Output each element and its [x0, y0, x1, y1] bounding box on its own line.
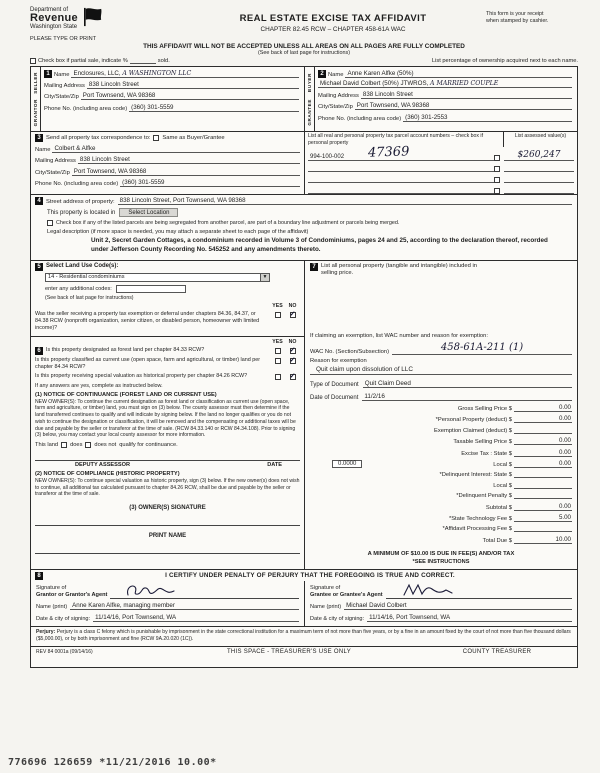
delinquent-interest-local-field[interactable] [514, 482, 572, 489]
document-date-field[interactable]: 11/2/16 [362, 393, 572, 401]
see-instructions-note: *SEE INSTRUCTIONS [412, 558, 470, 565]
grantee-signature-block: Signature of Grantee or Grantee's Agent Name (print) Michael David Colbert Date & city of signing: 11/14/16, Port Townsend, WA [304, 581, 577, 626]
delinquent-penalty-field[interactable] [514, 492, 572, 499]
print-name-line[interactable] [35, 545, 300, 554]
section-7-badge: 7 [310, 263, 318, 271]
buyer-name2-field[interactable]: Michael David Colbert (50%) JTWROS, A MARRIED COUPLE [318, 80, 572, 88]
document-type-field[interactable]: Quit Claim Deed [363, 380, 572, 388]
grantor-signature-line[interactable] [110, 583, 299, 599]
does-not-checkbox[interactable] [85, 442, 91, 448]
owners-signature-line[interactable] [35, 517, 300, 526]
seller-name-field[interactable]: Enclosures, LLC, A WASHINGTON LLC [71, 70, 299, 78]
county-treasurer-label: COUNTY TREASURER [462, 648, 532, 655]
exemption-claimed-field[interactable] [514, 427, 572, 434]
form-body [30, 66, 578, 668]
local-rate-box[interactable]: 0.0000 [332, 460, 362, 468]
segregated-checkbox[interactable] [47, 220, 53, 226]
exemption-reason-field[interactable]: Quit claim upon dissolution of LLC [310, 366, 572, 375]
exemption-intro: If claiming an exemption, list WAC number and reason for exemption: [310, 332, 488, 339]
s5-yes-checkbox[interactable] [275, 312, 281, 318]
section-6-badge: 6 [35, 347, 43, 355]
current-use-no-checkbox[interactable]: ✓ [289, 356, 296, 364]
receipt-note: This form is your receipt when stamped by cashier. [486, 11, 549, 25]
cashier-stamp: 776696 126659 *11/21/2016 10.00* [8, 757, 217, 768]
assessed-value-field-4[interactable] [504, 193, 574, 194]
grantor-signature-ink [124, 582, 194, 598]
street-address-field[interactable]: 838 Lincoln Street, Port Townsend, WA 98368 [118, 197, 572, 205]
section-2-badge: 2 [318, 70, 326, 78]
property-section: 4 Street address of property: 838 Lincoln Street, Port Townsend, WA 98368 This property is located in Select Location Check box if any of the listed parcels are being segregated from another parcel, are part of a boundary line adjustment or parcels being merged. Legal description (if more space is needed, you may attach a separate sheet to each page of the affidavit) Unit 2, Secret Garden Cottages, a condominium recorded in Volume 3 of Condominiums, pages 24 and 25, according to the declaration thereof, recorded under Jefferson County Recording No. 545252 and any amendments thereto. [31, 194, 577, 260]
correspondence-csz-field[interactable]: Port Townsend, WA 98368 [72, 168, 300, 176]
section-4-badge: 4 [35, 197, 43, 205]
parcel-number-field-4[interactable] [308, 193, 494, 194]
grantor-signature-block: Signature of Grantor or Grantor's Agent Name (print) Anne Karen Alfke, managing member Date & city of signing: 11/14/16, Port Townsend, WA [31, 581, 304, 626]
additional-codes-field[interactable] [116, 285, 186, 293]
notice-continuance-title: (1) NOTICE OF CONTINUANCE (FOREST LAND OR CURRENT USE) [35, 391, 217, 398]
legal-description-label: Legal description (if more space is needed, you may attach a separate sheet to each page of the affidavit) [47, 229, 309, 235]
buyer-csz-field[interactable]: Port Townsend, WA 98368 [355, 102, 572, 110]
tax-computation-section: 7 List all personal property (tangible and intangible) included in selling price. If claiming an exemption, list WAC number and reason for exemption: WAC No. (Section/Subsection) 458-61A-211 (1) Reason for exemption Quit claim upon dissolution of LLC Type of Document Quit Claim Deed Date of Document 11/2/16 Gross Selling Price $ 0.00 *Personal Property (deduct) $ 0.00 Exemption Claimed (deduct) $ Taxable Selling Price $ 0.00 Excise Tax : State $ 0.00 0.0000 Local $ 0.00 *Delinquent Interest: State $ Local $ *Delinquent Penalty $ Subtotal $ 0.00 *State Technology Fee $ 5.00 *Affidavit Processing Fee $ Total Due $ 10.00 A MINIMUM OF $10.00 IS DUE IN FEE(S) AND/OR TAX *SEE INSTRUCTIONS [304, 261, 577, 569]
agency-block [30, 7, 180, 42]
parcel-handwritten: 47369 [367, 144, 410, 161]
current-use-yes-checkbox[interactable] [275, 358, 281, 364]
location-select[interactable]: Select Location [119, 208, 178, 217]
seller-name-handwritten: A WASHINGTON LLC [122, 70, 192, 77]
certification-section [31, 569, 577, 626]
state-technology-fee-field[interactable]: 5.00 [514, 514, 572, 522]
wac-number-field[interactable]: 458-61A-211 (1) [392, 343, 572, 355]
buyer-name-field[interactable]: Anne Karen Alfke (50%) [345, 70, 572, 78]
s5-no-checkbox[interactable]: ✓ [289, 310, 296, 318]
tax-correspondence-section: 3 Send all property tax correspondence to: Same as Buyer/Grantee Name Colbert & Alfke Mailing Address 838 Lincoln Street City/State/Zip Port Townsend, WA 98368 Phone No. (including area code) (360) 301-5559 [31, 132, 304, 194]
assessed-value-field[interactable]: $260,247 [504, 150, 574, 161]
personal-property-label: List all personal property (tangible and intangible) included in selling price. [321, 262, 477, 277]
seller-csz-field[interactable]: Port Townsend, WA 98368 [81, 92, 299, 100]
buyer-section: BUYER GRANTEE 2 Name Anne Karen Alfke (50%) Michael David Colbert (50%) JTWROS, A MARRIED COUPLE Mailing Address 838 Lincoln Street City/State/Zip Port Townsend, WA 98368 Phone No. (including area code) (360) 301-2553 [304, 67, 577, 131]
historic-no-checkbox[interactable]: ✓ [289, 372, 296, 380]
dept-line3: Washington State [30, 24, 78, 30]
form-header [30, 7, 578, 42]
grantee-signature-line[interactable] [386, 583, 572, 599]
form-number: REV 84 0001a (09/14/16) [36, 648, 93, 655]
notice-continuance-body: NEW OWNER(S): To continue the current designation as forest land or classification as current use (open space, farm and agriculture, or timber) land, you must sign on (3) below. The county assessor must then determine if the land transferred continues to qualify and will indicate by signing below. If the land no longer qualifies or you do not wish to continue the designation or classification, it will be removed and the compensating or additional taxes will be due and payable by the seller or transferor at the time of sale. (RCW 84.33.140 or RCW 84.34.108). Prior to signing (3) below, you may contact your local county assessor for more information. [35, 398, 296, 439]
partial-sale-label: Check box if partial sale, indicate % [38, 58, 128, 64]
owners-signature-label: (3) OWNER(S) SIGNATURE [129, 505, 206, 512]
excise-tax-state-field[interactable]: 0.00 [514, 449, 572, 457]
parcel-header: List all real and personal property tax parcel account numbers – check box if personal property [308, 133, 484, 146]
buyer-address-field[interactable]: 838 Lincoln Street [361, 91, 572, 99]
parcel-section [304, 132, 577, 194]
seller-phone-field[interactable]: (360) 301-5559 [129, 104, 299, 112]
dept-line1: Department of [30, 7, 69, 13]
grantee-signature-ink [400, 582, 470, 598]
parcel-number-field[interactable]: 994-100-002 47369 [308, 154, 494, 161]
treasurer-space-label: THIS SPACE - TREASURER'S USE ONLY [226, 648, 352, 655]
print-name-label: PRINT NAME [148, 533, 187, 540]
same-as-buyer-checkbox[interactable] [153, 135, 159, 141]
grantee-name-field[interactable]: Michael David Colbert [344, 602, 572, 610]
taxable-selling-price-field[interactable]: 0.00 [514, 437, 572, 445]
classification-section: YES NO 6 Is this property designated as forest land per chapter 84.33 RCW? ✓ Is this property classified as current use (open space, farm and agricultural, or timber) land per chapter 84.34 RCW? ✓ Is this property receiving special valuation as historical property per chapter 84.26 RCW? ✓ If any answers are yes, complete as instructed below. (1) NOTICE OF CONTINUANCE (FOREST LAND OR CURRENT USE) NEW OWNER(S): To continue the current designation as forest land or classification as current use (open space, farm and agriculture, or timber) land, you must sign on (3) below. The county assessor must then determine if the land transferred continues to qualify and will indicate by signing below. If the land no longer qualifies or you do not wish to continue the designation or classification, it will be removed and the compensating or additional taxes will be due and payable by the seller or transferor at the time of sale. (RCW 84.33.140 or RCW 84.34.108). Prior to signing (3) below, you may contact your local county assessor for more information. This land does does not qualify for continuance. DEPUTY ASSESSOR DATE (2) NOTICE OF COMPLIANCE (HISTORIC PROPERTY) NEW OWNER(S): To continue special valuation as historic property, sign (3) below. If the new owner(s) does not wish to continue, all additional tax calculated pursuant to chapter 84.26 RCW, shall be due and payable by the seller or transferor at the time of sale. (3) OWNER(S) SIGNATURE PRINT NAME [31, 337, 304, 559]
please-type-label: PLEASE TYPE OR PRINT [30, 36, 97, 42]
affidavit-processing-fee-field[interactable] [514, 525, 572, 532]
seller-address-field[interactable]: 838 Lincoln Street [87, 81, 299, 89]
gross-selling-price-field[interactable]: 0.00 [514, 404, 572, 412]
dept-line2: Revenue [30, 12, 78, 24]
certify-statement: I CERTIFY UNDER PENALTY OF PERJURY THAT THE FOREGOING IS TRUE AND CORRECT. [165, 572, 455, 580]
grantee-date-field[interactable]: 11/14/16, Port Townsend, WA [367, 614, 572, 622]
personal-property-blank-area[interactable] [310, 278, 572, 330]
chapter-line: CHAPTER 82.45 RCW – CHAPTER 458-61A WAC [260, 26, 406, 33]
dor-flag-logo-icon [82, 7, 104, 32]
land-use-section: 5 Select Land Use Code(s): 14 - Residential condominiums ▼ enter any additional codes: (See back of last page for instructions) YES NO Was the seller receiving a property tax exemption or deferral under chapters 84.36, 84.37, or 84.38 RCW (nonprofit organization, senior citizen, or disabled person, homeowner with limited income)? ✓ [31, 261, 304, 337]
assessed-header: List assessed value(s) [503, 132, 577, 147]
section-8-badge: 8 [35, 572, 43, 580]
buyer-name-handwritten: A MARRIED COUPLE [430, 80, 499, 87]
warning-line: THIS AFFIDAVIT WILL NOT BE ACCEPTED UNLESS ALL AREAS ON ALL PAGES ARE FULLY COMPLETED [143, 43, 465, 50]
personal-property-deduct-field[interactable]: 0.00 [514, 415, 572, 423]
grantor-side-word: GRANTOR [33, 98, 38, 127]
segregated-label: Check box if any of the listed parcels are being segregated from another parcel, are part of a boundary line adjustment or parcels being merged. [56, 220, 400, 226]
footer-strip [31, 646, 577, 667]
correspondence-name-field[interactable]: Colbert & Alfke [52, 145, 300, 153]
delinquent-interest-state-field[interactable] [514, 471, 572, 478]
chevron-down-icon[interactable]: ▼ [260, 274, 269, 281]
historic-yes-checkbox[interactable] [275, 374, 281, 380]
grantor-date-field[interactable]: 11/14/16, Port Townsend, WA [93, 614, 299, 622]
buyer-phone-field[interactable]: (360) 301-2553 [403, 114, 572, 122]
section-5-badge: 5 [35, 263, 43, 271]
section-3-badge: 3 [35, 134, 43, 142]
ownership-note: List percentage of ownership acquired next to each name. [431, 58, 578, 64]
partial-sale-percent-field[interactable] [130, 58, 156, 64]
total-due-field[interactable]: 10.00 [514, 536, 572, 544]
see-back-note: (See back of last page for instructions) [258, 50, 350, 56]
forest-yes-checkbox[interactable] [275, 348, 281, 354]
section-1-badge: 1 [44, 70, 52, 78]
partial-sale-suffix: sold. [157, 58, 170, 64]
deputy-assessor-signature-line[interactable] [35, 452, 300, 461]
does-checkbox[interactable] [61, 442, 67, 448]
subtotal-field[interactable]: 0.00 [514, 503, 572, 511]
land-use-code-value: 14 - Residential condominiums [48, 274, 125, 281]
forest-no-checkbox[interactable]: ✓ [289, 346, 296, 354]
grantor-name-field[interactable]: Anne Karen Alfke, managing member [70, 602, 299, 610]
seller-side-strip [31, 67, 41, 131]
buyer-side-strip [305, 67, 315, 131]
partial-sale-checkbox[interactable] [30, 58, 36, 64]
exemption-question: Was the seller receiving a property tax exemption or deferral under chapters 84.36, 84.37, or 84.38 RCW (nonprofit organization, senior citizen, or disabled person, homeowner with limited income)? [35, 310, 260, 331]
form-title: REAL ESTATE EXCISE TAX AFFIDAVIT [239, 13, 427, 24]
notice-compliance-body: NEW OWNER(S): To continue special valuation as historic property, sign (3) below. If the new owner(s) does not wish to continue, all additional tax calculated pursuant to chapter 84.26 RCW, shall be due and payable by the seller or transferor at the time of sale. [35, 478, 300, 498]
personal-property-checkbox-4[interactable] [494, 188, 500, 194]
grantee-side-word: GRANTEE [307, 98, 312, 126]
seller-side-word: SELLER [33, 71, 38, 94]
correspondence-address-field[interactable]: 838 Lincoln Street [78, 156, 300, 164]
land-use-dropdown[interactable] [45, 273, 270, 282]
seller-section: SELLER GRANTOR 1 Name Enclosures, LLC, A WASHINGTON LLC Mailing Address 838 Lincoln Street City/State/Zip Port Townsend, WA 98368 Phone No. (including area code) (360) 301-5559 [31, 67, 304, 131]
minimum-due-note: A MINIMUM OF $10.00 IS DUE IN FEE(S) AND/OR TAX [367, 550, 515, 557]
buyer-side-word: BUYER [307, 72, 312, 92]
legal-description-value[interactable]: Unit 2, Secret Garden Cottages, a condominium recorded in Volume 3 of Condominiums, pages 24 and 25, according to the declaration thereof, recorded under Jefferson County Recording No. 545252 and any amendments thereto. [91, 237, 548, 253]
perjury-note: Perjury: Perjury is a class C felony which is punishable by imprisonment in the state correctional institution for a maximum term of not more than five years, or by a fine in an amount fixed by the court of not more than five thousand dollars ($5,000.00), or by both imprisonment and fine (RCW 9A.20.020 (1C)). [31, 626, 577, 646]
correspondence-phone-field[interactable]: (360) 301-5559 [120, 179, 300, 187]
notice-compliance-title: (2) NOTICE OF COMPLIANCE (HISTORIC PROPERTY) [35, 471, 180, 478]
excise-tax-local-field[interactable]: 0.00 [514, 460, 572, 468]
